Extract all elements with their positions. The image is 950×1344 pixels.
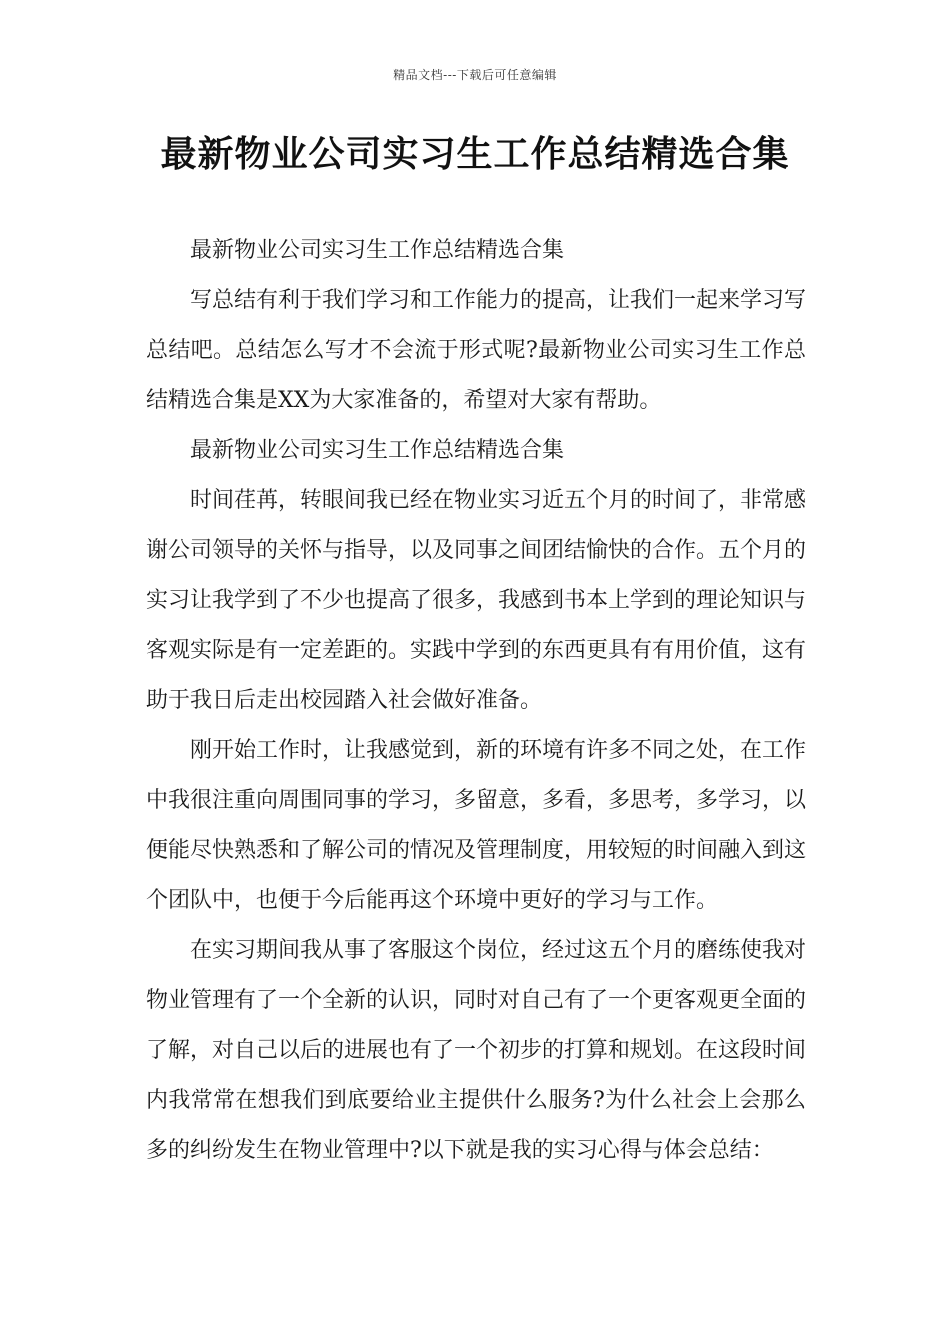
paragraph-subtitle: 最新物业公司实习生工作总结精选合集 xyxy=(190,238,565,263)
paragraph-subtitle-repeat: 最新物业公司实习生工作总结精选合集 xyxy=(190,438,565,463)
document-body xyxy=(146,226,806,1176)
paragraph-time: 时间荏苒，转眼间我已经在物业实习近五个月的时间了，非常感谢公司领导的关怀与指导，以及同事之间团结愉快的合作。五个月的实习让我学到了不少也提高了很多，我感到书本上学到的理论知识与客观实际是有一定差距的。实践中学到的东西更具有有用价值，这有助于我日后走出校园踏入社会做好准备。 xyxy=(146,488,807,713)
paragraph-intro: 写总结有利于我们学习和工作能力的提高，让我们一起来学习写总结吧。总结怎么写才不会流于形式呢?最新物业公司实习生工作总结精选合集是XX为大家准备的，希望对大家有帮助。 xyxy=(146,288,807,413)
paragraph-start-work: 刚开始工作时，让我感觉到，新的环境有许多不同之处，在工作中我很注重向周围同事的学习，多留意，多看，多思考，多学习，以便能尽快熟悉和了解公司的情况及管理制度，用较短的时间融入到这个团队中，也便于今后能再这个环境中更好的学习与工作。 xyxy=(146,738,807,913)
header-note: 精品文档---下载后可任意编辑 xyxy=(393,68,557,82)
document-title: 最新物业公司实习生工作总结精选合集 xyxy=(160,134,790,175)
paragraph-internship: 在实习期间我从事了客服这个岗位，经过这五个月的磨练使我对物业管理有了一个全新的认识，同时对自己有了一个更客观更全面的了解，对自己以后的进展也有了一个初步的打算和规划。在这段时间内我常常在想我们到底要给业主提供什么服务?为什么社会上会那么多的纠纷发生在物业管理中?以下就是我的实习心得与体会总结： xyxy=(146,938,807,1163)
